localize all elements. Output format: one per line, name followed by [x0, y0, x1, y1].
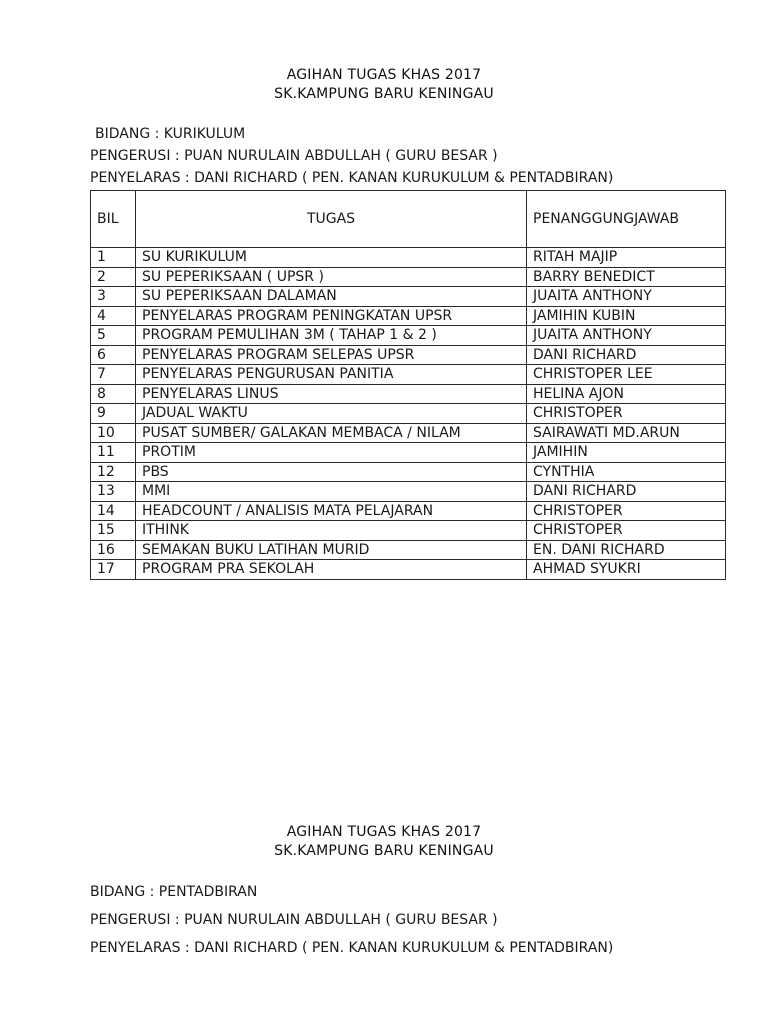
row-tugas: SU PEPERIKSAAN DALAMAN [136, 287, 527, 307]
header-tugas: TUGAS [136, 191, 527, 248]
row-bil: 8 [91, 384, 136, 404]
section1-pengerusi: PENGERUSI : PUAN NURULAIN ABDULLAH ( GURU BESAR ) [90, 148, 498, 164]
row-tugas: SEMAKAN BUKU LATIHAN MURID [136, 540, 527, 560]
row-penanggungjawab: DANI RICHARD [527, 482, 726, 502]
section2-pengerusi: PENGERUSI : PUAN NURULAIN ABDULLAH ( GURU BESAR ) [90, 912, 498, 928]
row-bil: 5 [91, 326, 136, 346]
row-penanggungjawab: RITAH MAJIP [527, 248, 726, 268]
table-row [91, 345, 726, 365]
row-tugas: PROGRAM PRA SEKOLAH [136, 560, 527, 580]
table-row [91, 267, 726, 287]
row-penanggungjawab: BARRY BENEDICT [527, 267, 726, 287]
row-bil: 15 [91, 521, 136, 541]
table-row [91, 326, 726, 346]
row-tugas: PBS [136, 462, 527, 482]
row-tugas: PENYELARAS PROGRAM SELEPAS UPSR [136, 345, 527, 365]
row-bil: 10 [91, 423, 136, 443]
row-tugas: PUSAT SUMBER/ GALAKAN MEMBACA / NILAM [136, 423, 527, 443]
row-tugas: JADUAL WAKTU [136, 404, 527, 424]
table-row [91, 365, 726, 385]
section2-penyelaras: PENYELARAS : DANI RICHARD ( PEN. KANAN KURUKULUM & PENTADBIRAN) [90, 940, 614, 956]
row-penanggungjawab: CHRISTOPER [527, 404, 726, 424]
row-bil: 7 [91, 365, 136, 385]
row-penanggungjawab: CYNTHIA [527, 462, 726, 482]
row-penanggungjawab: JAMIHIN [527, 443, 726, 463]
row-bil: 1 [91, 248, 136, 268]
table-row [91, 384, 726, 404]
header-penanggungjawab: PENANGGUNGJAWAB [527, 191, 726, 248]
row-bil: 4 [91, 306, 136, 326]
row-penanggungjawab: CHRISTOPER LEE [527, 365, 726, 385]
row-bil: 16 [91, 540, 136, 560]
row-bil: 6 [91, 345, 136, 365]
row-bil: 13 [91, 482, 136, 502]
table-row [91, 248, 726, 268]
section1-penyelaras: PENYELARAS : DANI RICHARD ( PEN. KANAN KURUKULUM & PENTADBIRAN) [90, 170, 614, 186]
row-penanggungjawab: JUAITA ANTHONY [527, 326, 726, 346]
row-tugas: PENYELARAS PROGRAM PENINGKATAN UPSR [136, 306, 527, 326]
table-row [91, 540, 726, 560]
row-tugas: SU PEPERIKSAAN ( UPSR ) [136, 267, 527, 287]
row-tugas: PENYELARAS PENGURUSAN PANITIA [136, 365, 527, 385]
row-penanggungjawab: CHRISTOPER [527, 501, 726, 521]
table-row [91, 462, 726, 482]
table-row [91, 482, 726, 502]
header-bil: BIL [91, 191, 136, 248]
row-bil: 2 [91, 267, 136, 287]
duty-table [90, 190, 726, 580]
table-row [91, 560, 726, 580]
row-tugas: SU KURIKULUM [136, 248, 527, 268]
row-tugas: ITHINK [136, 521, 527, 541]
row-penanggungjawab: CHRISTOPER [527, 521, 726, 541]
section1-bidang: BIDANG : KURIKULUM [95, 126, 246, 142]
section2-title: AGIHAN TUGAS KHAS 2017 [286, 824, 482, 840]
row-penanggungjawab: DANI RICHARD [527, 345, 726, 365]
row-penanggungjawab: SAIRAWATI MD.ARUN [527, 423, 726, 443]
row-bil: 9 [91, 404, 136, 424]
row-penanggungjawab: EN. DANI RICHARD [527, 540, 726, 560]
section2-subtitle: SK.KAMPUNG BARU KENINGAU [274, 843, 494, 859]
row-penanggungjawab: HELINA AJON [527, 384, 726, 404]
row-tugas: MMI [136, 482, 527, 502]
table-row [91, 306, 726, 326]
section1-subtitle: SK.KAMPUNG BARU KENINGAU [274, 86, 494, 102]
row-tugas: PENYELARAS LINUS [136, 384, 527, 404]
row-bil: 12 [91, 462, 136, 482]
row-penanggungjawab: JAMIHIN KUBIN [527, 306, 726, 326]
table-row [91, 404, 726, 424]
row-bil: 17 [91, 560, 136, 580]
row-bil: 3 [91, 287, 136, 307]
table-row [91, 443, 726, 463]
row-penanggungjawab: AHMAD SYUKRI [527, 560, 726, 580]
table-row [91, 423, 726, 443]
row-tugas: PROGRAM PEMULIHAN 3M ( TAHAP 1 & 2 ) [136, 326, 527, 346]
row-penanggungjawab: JUAITA ANTHONY [527, 287, 726, 307]
table-header-row [91, 191, 726, 248]
table-row [91, 287, 726, 307]
section1-title: AGIHAN TUGAS KHAS 2017 [286, 67, 482, 83]
table-row [91, 521, 726, 541]
row-tugas: PROTIM [136, 443, 527, 463]
row-tugas: HEADCOUNT / ANALISIS MATA PELAJARAN [136, 501, 527, 521]
table-row [91, 501, 726, 521]
section2-bidang: BIDANG : PENTADBIRAN [90, 884, 258, 900]
row-bil: 11 [91, 443, 136, 463]
row-bil: 14 [91, 501, 136, 521]
